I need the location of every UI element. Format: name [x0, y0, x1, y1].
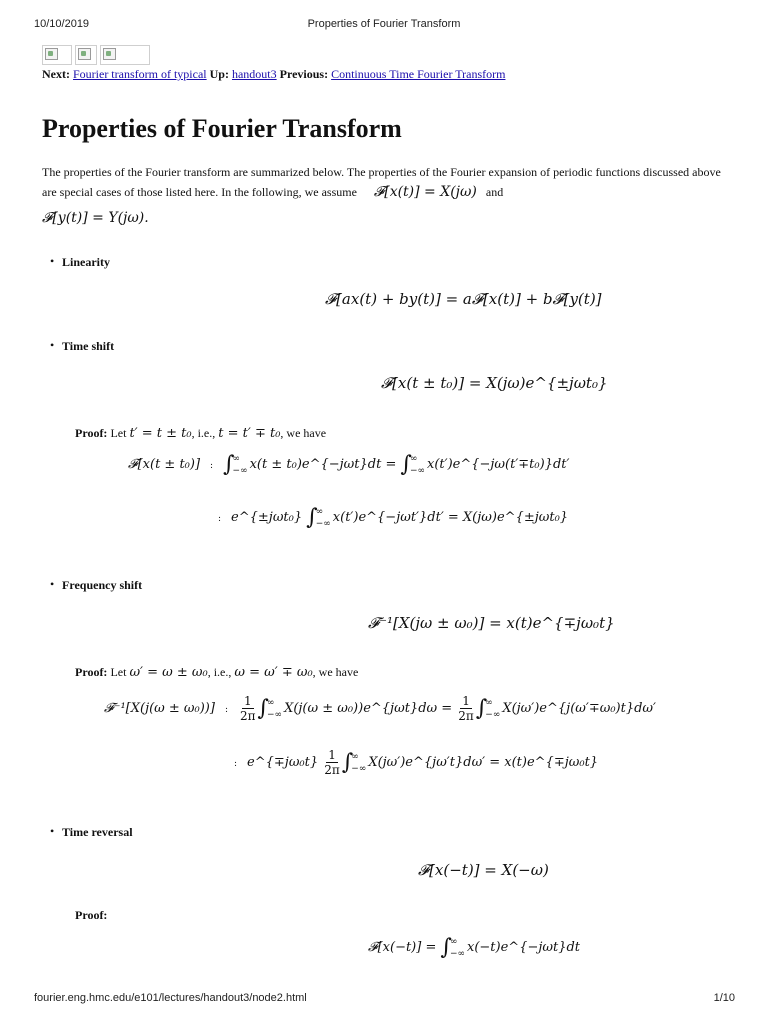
equation-time-shift: 𝓕[x(t ± t₀)] = X(jω)e^{±jωt₀} [381, 374, 608, 392]
math-term: 𝓕[x(t ± t₀)] [128, 457, 201, 472]
equation-frequency-shift: 𝓕⁻¹[X(jω ± ω₀)] = x(t)e^{∓jω₀t} [368, 614, 615, 632]
proof-text: , we have [312, 665, 359, 679]
math-term: −∞ [449, 948, 466, 959]
math-term: : [234, 759, 238, 769]
math-term: −∞ [315, 518, 331, 529]
proof-math: ω = ω′ ∓ ω₀ [234, 665, 313, 680]
integral-limits [267, 697, 282, 721]
proof-text: , we have [280, 426, 327, 440]
math-term: 𝓕⁻¹[X(j(ω ± ω₀))] [104, 701, 215, 716]
integral-limits [410, 453, 425, 477]
proof-math: t′ = t ± t₀ [129, 426, 192, 441]
page-title: Properties of Fourier Transform [42, 114, 402, 143]
page-url: fourier.eng.hmc.edu/e101/lectures/handout3/node2.html [34, 992, 307, 1004]
math-term: 𝓕[x(−t)] = [368, 940, 437, 955]
math-term: −∞ [267, 709, 283, 720]
math-term: −∞ [485, 709, 501, 720]
integral-sign: ∫ [475, 696, 488, 721]
math-term: x(t′)e^{−jω(t′∓t₀)}dt′ [427, 457, 570, 472]
proof-frequency-shift [75, 665, 358, 680]
proof-text: Let [110, 665, 127, 679]
proof-time-reversal [75, 908, 107, 923]
proof-math: ω′ = ω ± ω₀ [129, 665, 208, 680]
math-term: ∞ [351, 751, 359, 762]
bullet-time-shift: • Time shift [62, 339, 114, 354]
fraction [458, 694, 474, 723]
bullet-linearity: • Linearity [62, 255, 110, 270]
previous-label: Previous: [279, 67, 329, 81]
math-term: x(t ± t₀)e^{−jωt}dt = [249, 457, 397, 472]
next-label: Next: [42, 67, 70, 81]
math-term: X(jω′)e^{j(ω′∓ω₀)t}dω′ [502, 701, 656, 716]
math-term: 1 [328, 748, 336, 762]
math-term: x(−t)e^{−jωt}dt [467, 940, 581, 955]
integral-sign: ∫ [257, 696, 270, 721]
equation-time-reversal: 𝓕[x(−t)] = X(−ω) [418, 861, 549, 879]
math-term: ∞ [485, 697, 493, 708]
math-term: 2π [324, 763, 340, 777]
math-term: X(jω′)e^{jω′t}dω′ = x(t)e^{∓jω₀t} [368, 755, 599, 770]
intro-text-and: and [485, 185, 504, 199]
integral-sign: ∫ [306, 505, 318, 530]
math-term: : [224, 705, 229, 715]
up-link[interactable]: handout3 [231, 67, 277, 81]
up-label: Up: [209, 67, 229, 81]
broken-image-icon [103, 48, 116, 60]
math-term: e^{∓jω₀t} [247, 755, 319, 770]
math-term: −∞ [232, 465, 248, 476]
math-term: ∞ [449, 936, 458, 947]
previous-link[interactable]: Continuous Time Fourier Transform [331, 67, 506, 81]
math-term: ∞ [232, 453, 241, 464]
derivation-frequency-shift-line-2 [224, 748, 598, 777]
math-term: ∞ [315, 506, 324, 517]
print-date: 10/10/2019 [34, 18, 90, 30]
print-title: Properties of Fourier Transform [307, 18, 461, 30]
math-term: X(j(ω ± ω₀))e^{jωt}dω = [284, 701, 453, 716]
integral-limits [233, 453, 248, 477]
math-term: ∞ [409, 453, 418, 464]
derivation-frequency-shift-line-1 [104, 694, 656, 723]
derivation-time-reversal-line-1 [368, 935, 580, 960]
math-term: : [218, 514, 222, 524]
math-term: 1 [243, 694, 252, 708]
derivation-time-shift-line-2 [208, 505, 568, 530]
proof-text: , i.e., [191, 426, 216, 440]
proof-time-shift [75, 426, 326, 441]
derivation-time-shift-line-1 [128, 452, 569, 477]
fraction [240, 694, 256, 723]
fraction [324, 748, 340, 777]
integral-sign: ∫ [400, 452, 412, 477]
nav-links [42, 67, 505, 82]
proof-label: Proof: [75, 426, 108, 440]
integral-limits [316, 506, 331, 530]
intro-text: The properties of the Fourier transform are summarized below. The properties of the Fourier expansion of periodic functions discussed above are special cases of those listed here. In the following, we assume [42, 165, 721, 199]
math-term: x(t′)e^{−jωt′}dt′ = X(jω)e^{±jωt₀} [332, 510, 569, 525]
math-term: e^{±jωt₀} [231, 510, 303, 525]
integral-sign: ∫ [223, 452, 235, 477]
page-number: 1/10 [713, 992, 735, 1004]
integral-limits [450, 936, 465, 960]
equation-linearity: 𝓕[ax(t) + by(t)] = a𝓕[x(t)] + b𝓕[y(t)] [325, 290, 602, 308]
math-term: : [210, 461, 214, 471]
proof-label: Proof: [75, 665, 108, 679]
up-icon[interactable] [75, 45, 97, 65]
proof-label: Proof: [75, 908, 108, 922]
math-term: −∞ [351, 763, 367, 774]
proof-text: , i.e., [207, 665, 232, 679]
previous-icon[interactable] [100, 45, 150, 65]
intro-math-1: 𝓕[x(t)] = X(jω) [373, 184, 477, 200]
proof-math: t = t′ ∓ t₀ [218, 426, 281, 441]
integral-limits [485, 697, 500, 721]
next-link[interactable]: Fourier transform of typical [72, 67, 207, 81]
math-term: ∞ [267, 697, 275, 708]
next-icon[interactable] [42, 45, 72, 65]
math-term: 2π [458, 709, 474, 723]
broken-image-icon [45, 48, 58, 60]
integral-limits [351, 751, 366, 775]
integral-sign: ∫ [440, 935, 452, 960]
bullet-frequency-shift: • Frequency shift [62, 578, 142, 593]
nav-icon-bar [42, 45, 150, 65]
math-term: −∞ [409, 465, 425, 476]
bullet-time-reversal: • Time reversal [62, 825, 133, 840]
math-term: 2π [240, 709, 256, 723]
integral-sign: ∫ [341, 750, 354, 775]
broken-image-icon [78, 48, 91, 60]
intro-paragraph [42, 162, 732, 202]
intro-math-2: 𝓕[y(t)] = Y(jω). [42, 210, 149, 226]
math-term: 1 [462, 694, 470, 708]
proof-text: Let [110, 426, 127, 440]
